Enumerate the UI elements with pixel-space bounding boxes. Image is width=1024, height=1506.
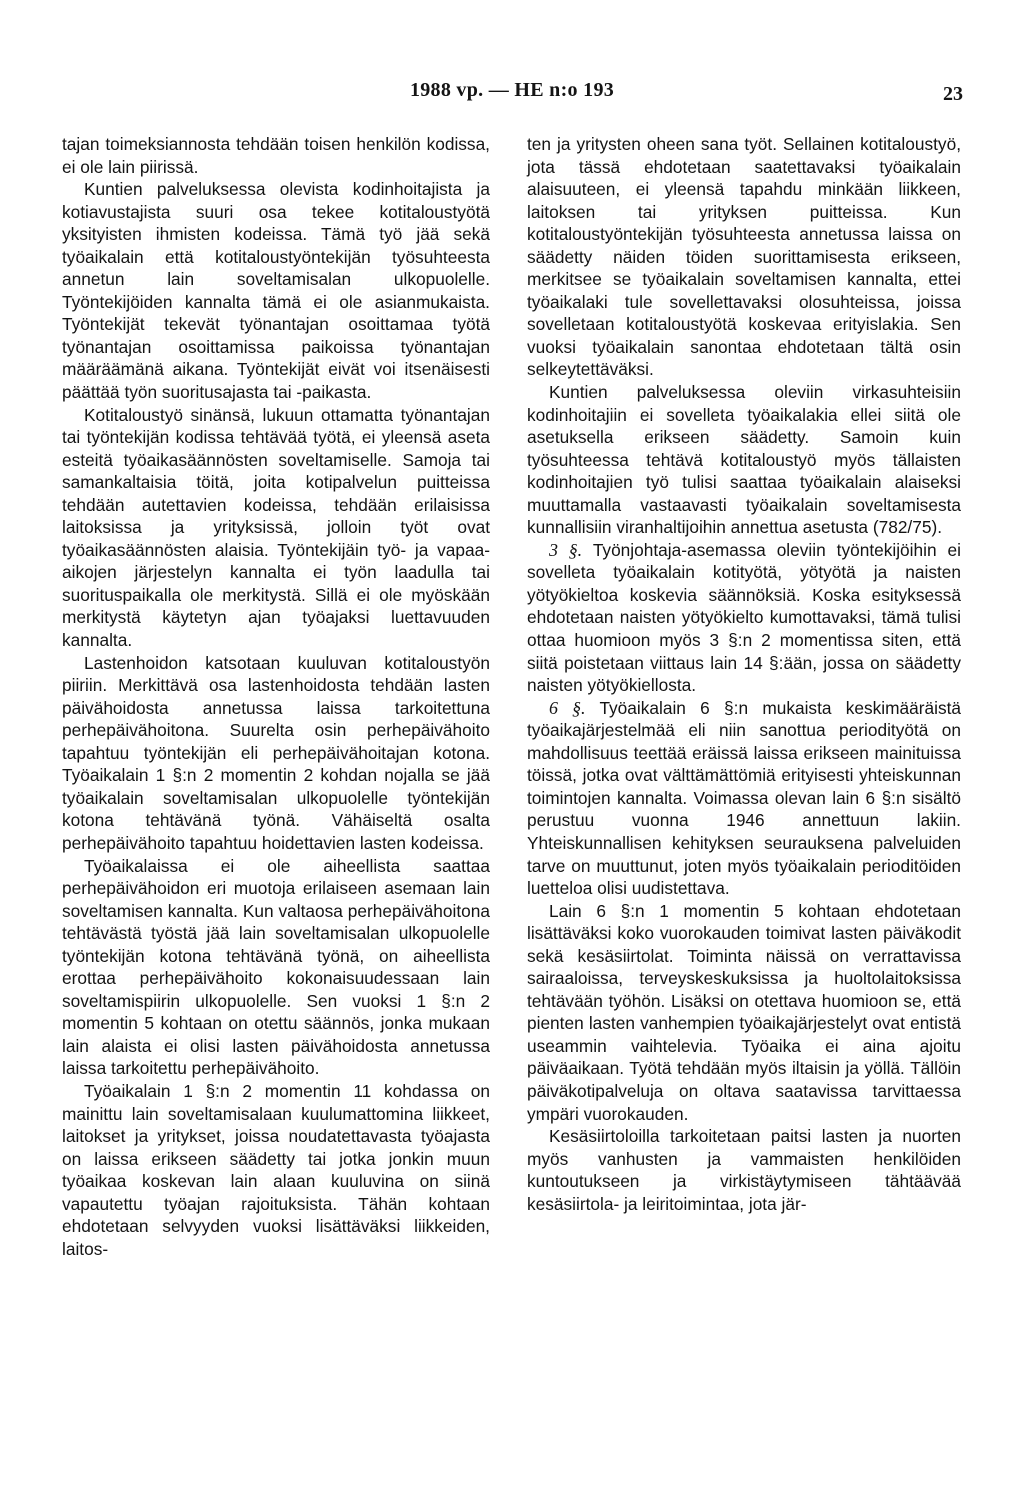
section-heading: 6 §.	[549, 697, 586, 718]
paragraph: Työaikalain 1 §:n 2 momentin 11 kohdassa on mainittu lain soveltamisalaan kuulumattomina liikkeet, laitokset ja yritykset, joissa noudatettavasta työajasta on laissa erikseen säädetty tai jotka jonkin muun työaikaa koskevan lain alaan kuuluvina on siinä vapautettu työajan rajoituksista. Tähän kohtaan ehdotetaan selvyyden vuoksi lisättäväksi liikkeiden, laitos-	[62, 1080, 490, 1259]
paragraph: Työaikalaissa ei ole aiheellista saattaa perhepäivähoidon eri muotoja erilaiseen asemaan lain soveltamisen kannalta. Kun valtaosa perhepäivähoitona tehtävästä työstä jää lain soveltamisalan ulkopuolelle työntekijän kotona tehtävänä työnä, on aiheellista erottaa perhepäivähoito kokonaisuudessaan lain soveltamispiirin ulkopuolelle. Sen vuoksi 1 §:n 2 momentin 5 kohtaan on otettu säännös, jonka mukaan lain alaista ei olisi lasten päivähoidosta annetussa laissa tarkoitettu perhepäivähoito.	[62, 855, 490, 1079]
paragraph: tajan toimeksiannosta tehdään toisen henkilön kodissa, ei ole lain piirissä.	[62, 134, 490, 177]
paragraph: Kuntien palveluksessa oleviin virkasuhteisiin kodinhoitajiin ei sovelleta työaikalakia ellei siitä ole asetuksella erikseen säädetty. Samoin kuin työsuhteessa tehtävä kotitaloustyö myös tällaisten kodinhoitajien työ tulisi saattaa työaikalain alaiseksi muuttamalla vastaavasti työaikalain soveltamisesta kunnallisiin viranhaltijoihin annettua asetusta (782/75).	[527, 382, 961, 538]
section-heading: 3 §.	[549, 539, 583, 560]
paragraph: ten ja yritysten oheen sana työt. Sellainen kotitaloustyö, jota tässä ehdotetaan saatettavaksi työaikalain alaisuuteen, ei yleensä tapahdu minkään liikkeen, laitoksen tai yrityksen puitteissa. Kun kotitaloustyöntekijän työsuhteesta annetussa laissa on säädetty näiden töiden suorittamisesta erikseen, merkitsee se työaikalain soveltamisen kannalta, ettei työaikalaki tule sovellettavaksi olosuhteissa, joissa sovelletaan kotitaloustyötä koskevaa erityislakia. Sen vuoksi työaikalain sanontaa ehdotetaan tältä osin selkeytettäväksi.	[527, 134, 961, 380]
paragraph: Lastenhoidon katsotaan kuuluvan kotitaloustyön piiriin. Merkittävä osa lastenhoidosta tehdään lasten päivähoidosta annetussa laissa tarkoitettuna perhepäivähoitona. Suurelta osin perhepäivähoito tapahtuu työntekijän eli perhepäivähoitajan kotona. Työaikalain 1 §:n 2 momentin 2 kohdan nojalla se jää työaikalain soveltamisalan ulkopuolelle työntekijän kotona tehtävänä työnä. Vähäiseltä osalta perhepäivähoito tapahtuu hoidettavien lasten kodeissa.	[62, 652, 490, 853]
page-number: 23	[943, 83, 963, 105]
paragraph-section-3	[527, 539, 961, 697]
paragraph-text: Työnjohtaja-asemassa oleviin työntekijöihin ei sovelleta työaikalain kotityötä, yötyötä ja naisten yötyökieltoa koskevia säännöksiä. Koska esityksessä ehdotetaan naisten yötyökielto kumottavaksi, tämä tulisi ottaa huomioon myös 3 §:n 2 momentissa siten, että siitä poistetaan viittaus lain 14 §:ään, jossa on säädetty naisten yötyökiellosta.	[527, 539, 961, 696]
page-header	[0, 79, 1024, 107]
paragraph: Kesäsiirtoloilla tarkoitetaan paitsi lasten ja nuorten myös vanhusten ja vammaisten henkilöiden kuntoutukseen ja virkistäytymiseen tähtäävää kesäsiirtola- ja leiritoimintaa, jota jär-	[527, 1126, 961, 1214]
paragraph: Lain 6 §:n 1 momentin 5 kohtaan ehdotetaan lisättäväksi koko vuorokauden toimivat lasten päiväkodit sekä kesäsiirtolat. Toiminta näissä on verrattavissa sairaaloissa, terveyskeskuksissa ja huoltolaitoksissa tehtävään työhön. Lisäksi on otettava huomioon se, että pienten lasten vanhempien työaikajärjestelyt ovat entistä useammin vaihtelevia. Työaika ei aina ajoitu päiväaikaan. Työtä tehdään myös iltaisin ja yöllä. Tällöin päiväkotipalveluja on oltava saatavissa tarvittaessa ympäri vuorokauden.	[527, 900, 961, 1124]
right-column	[527, 133, 961, 1215]
paragraph-section-6	[527, 697, 961, 900]
paragraph: Kotitaloustyö sinänsä, lukuun ottamatta työnantajan tai työntekijän kodissa tehtävää työtä, ei yleensä aseta esteitä työaikasäännösten soveltamiselle. Samoja tai samankaltaisia töitä, joita kotipalvelun puitteissa tehdään autettavien kodeissa, tehdään erilaisissa laitoksissa ja yrityksissä, jolloin työt ovat työaikasäännösten alaisia. Työntekijäin työ- ja vapaa-aikojen järjestelyn kannalta ei työn laadulla tai suorituspaikalla ole merkitystä. Sillä ei ole myöskään merkitystä käytetyn ajan työajaksi luettavuuden kannalta.	[62, 404, 490, 651]
running-title: 1988 vp. — HE n:o 193	[409, 79, 615, 101]
left-column	[62, 133, 490, 1260]
paragraph: Kuntien palveluksessa olevista kodinhoitajista ja kotiavustajista suuri osa tekee kotitaloustyötä yksityisten ihmisten kodeissa. Tämä työ jää sekä työaikalain että kotitaloustyöntekijän työsuhteesta annetun lain soveltamisalan ulkopuolelle. Työntekijöiden kannalta tämä ei ole asianmukaista. Työntekijät tekevät työnantajan osoittamaa työtä työnantajan osoittamissa paikoissa työnantajan määräämänä aikana. Työntekijät eivät voi itsenäisesti päättää työn suoritusajasta tai -paikasta.	[62, 179, 490, 403]
paragraph-text: Työaikalain 6 §:n mukaista keskimääräistä työaikajärjestelmää eli niin sanottua periodityötä on mahdollisuus teettää eräissä laissa erikseen mainituissa töissä, jotka ovat välttämättömiä erityisesti yhteiskunnan toimintojen kannalta. Voimassa olevan lain 6 §:n sisältö perustuu vuonna 1946 annettuun lakiin. Yhteiskunnallisen kehityksen seurauksena palveluiden tarve on muuttunut, joten myös työaikalain perioditöiden luetteloa olisi uudistettava.	[527, 697, 961, 899]
